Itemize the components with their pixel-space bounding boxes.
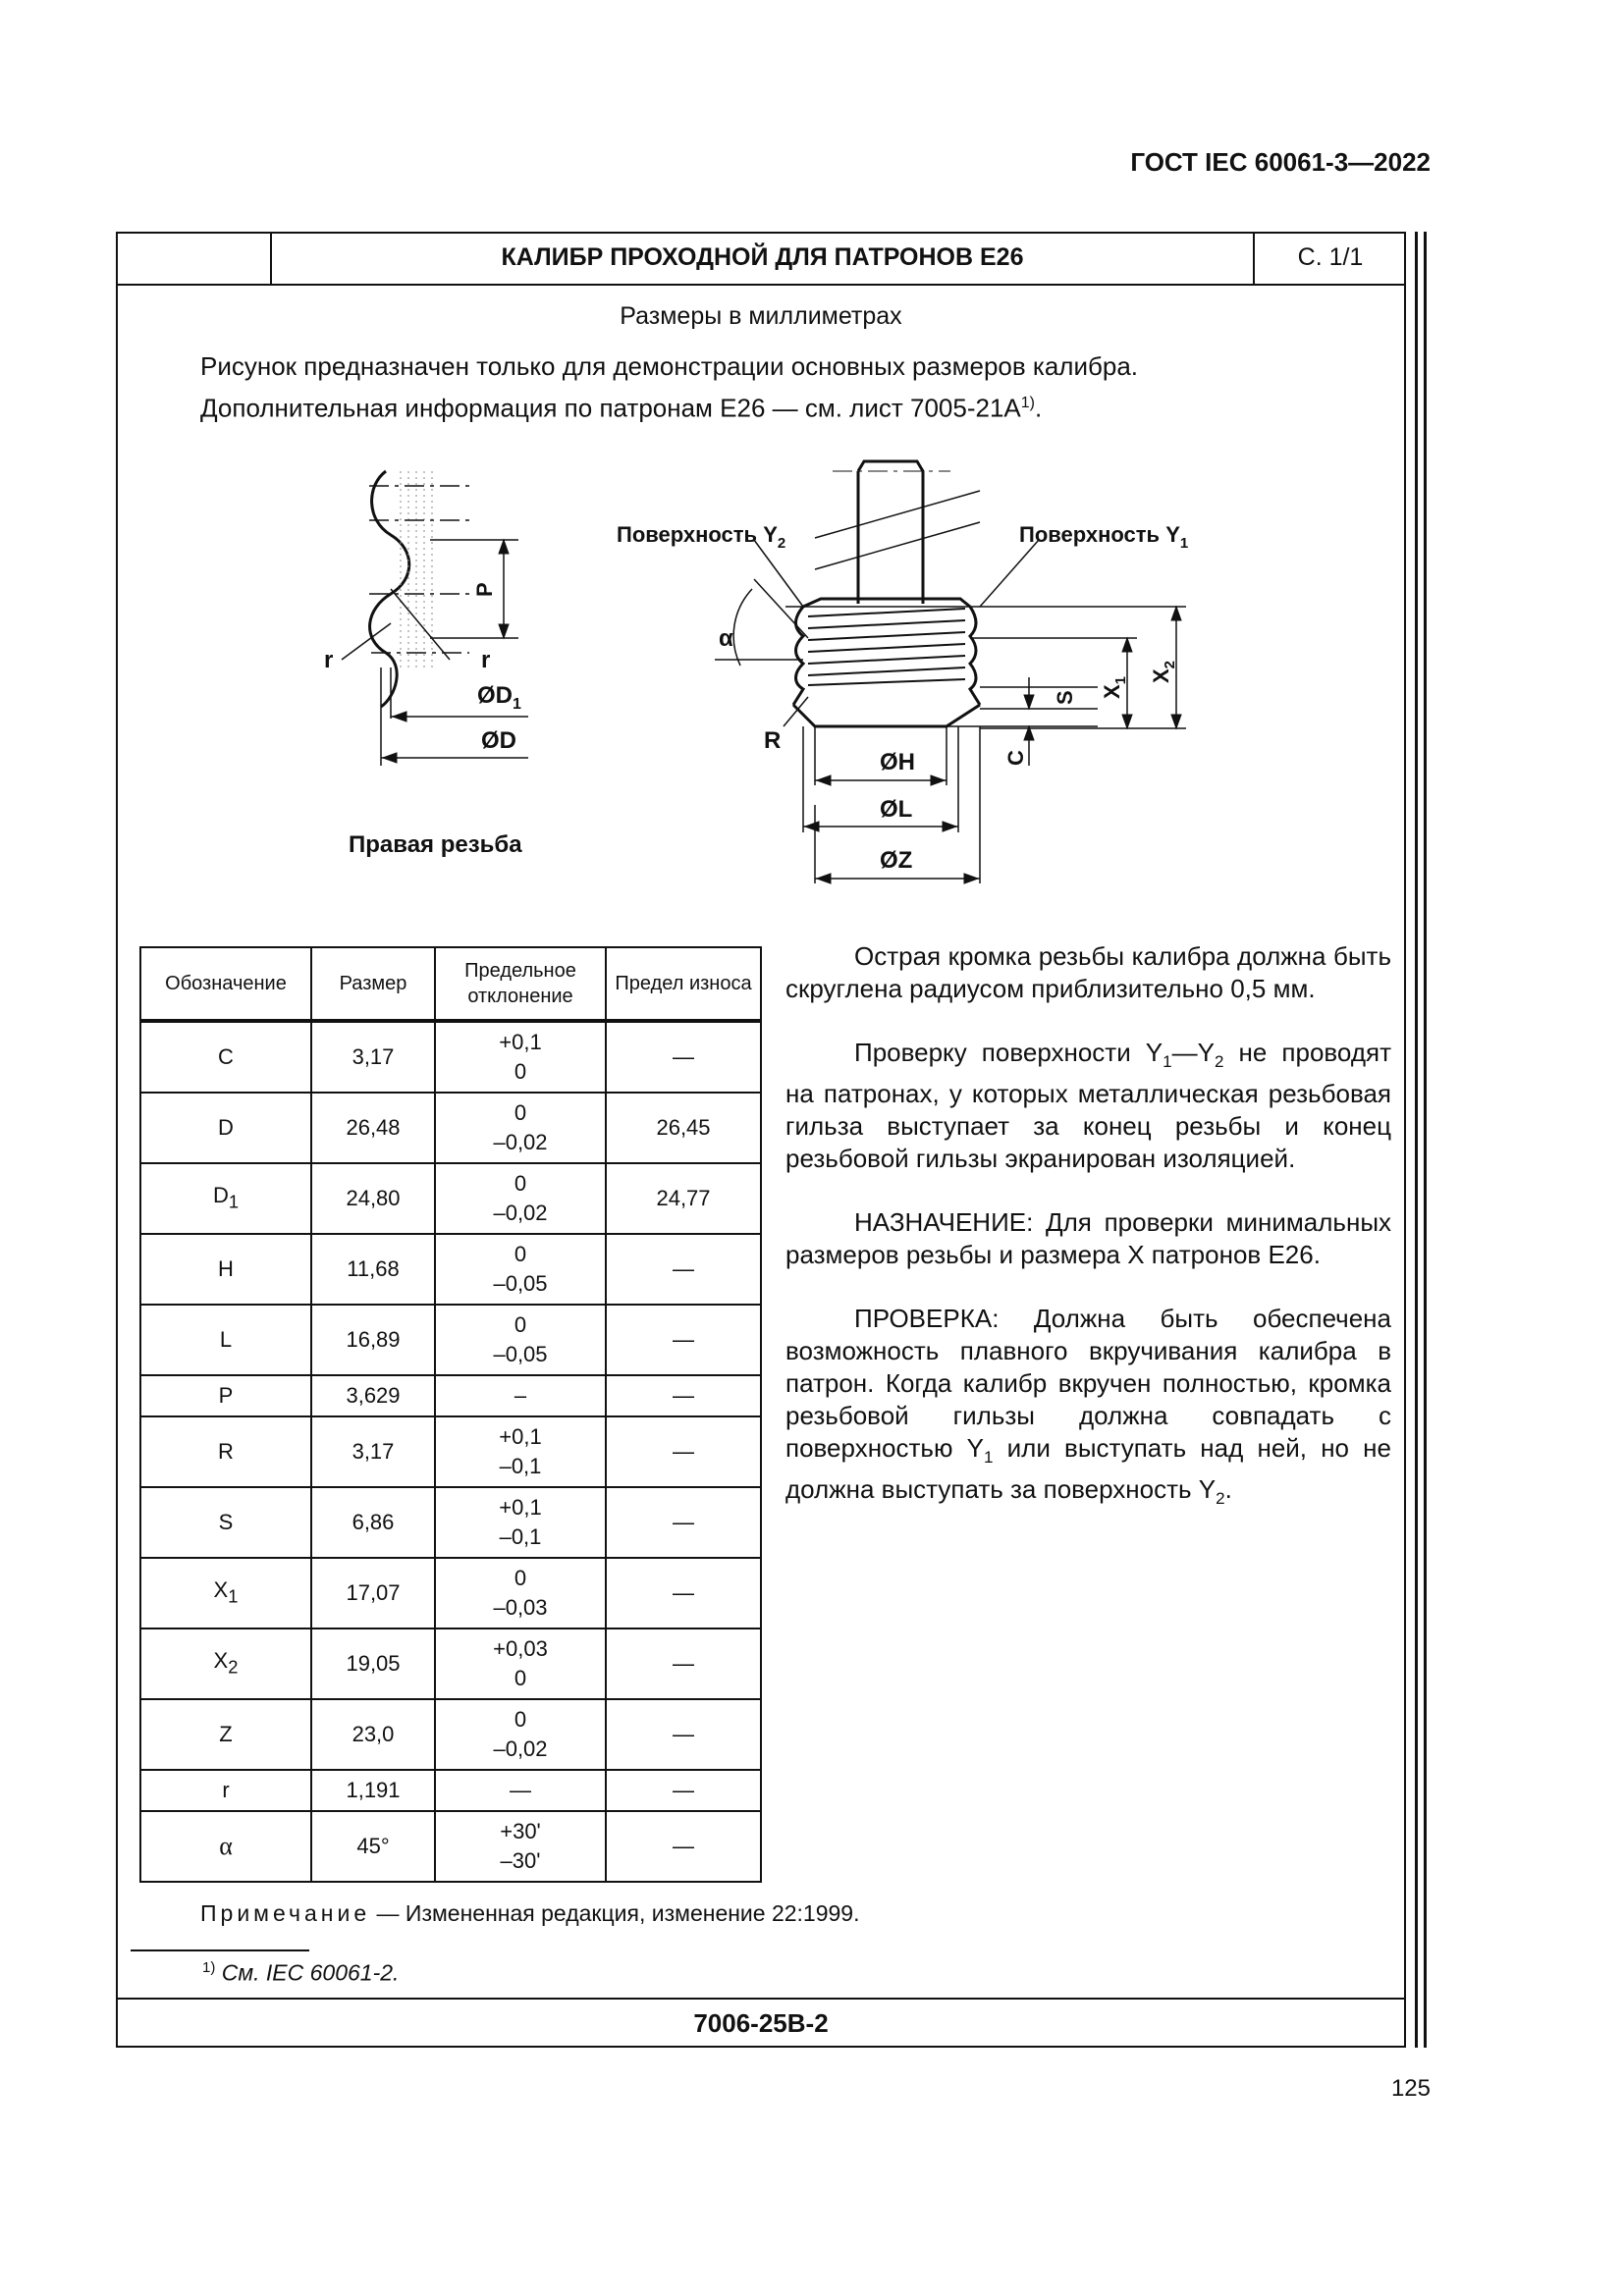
cell-designation: Z [140,1699,311,1770]
cell-size: 17,07 [311,1558,435,1629]
cell-deviation: +30' –30' [435,1811,606,1882]
cell-size: 19,05 [311,1629,435,1699]
table-row [140,1093,761,1163]
cell-wear-limit: — [606,1305,761,1375]
requirements-text [785,940,1391,1516]
document-code: ГОСТ IEC 60061-3—2022 [1130,147,1431,177]
cell-wear-limit: — [606,1487,761,1558]
label-p: P [472,582,497,597]
cell-designation: S [140,1487,311,1558]
cell-wear-limit: — [606,1558,761,1629]
table-row [140,1163,761,1234]
label-x2: $X_2$ [1149,660,1178,683]
thread-caption: Правая резьба [349,831,522,858]
header-deviation: Предельное отклонение [435,947,606,1021]
label-s: S [1053,690,1077,705]
label-surface-y1: Поверхность $Y_1$ [1019,522,1189,552]
table-row [140,1558,761,1629]
cell-size: 16,89 [311,1305,435,1375]
gauge-drawings [116,432,1406,903]
cell-size: 6,86 [311,1487,435,1558]
header-size: Размер [311,947,435,1021]
cell-deviation: +0,1 –0,1 [435,1487,606,1558]
table-row [140,1487,761,1558]
title-divider [116,284,1406,286]
paragraph-surface-check: Проверку поверхности $Y_1—Y_2$ не проводят на патронах, у которых металлическая резьбовая гильза выступает за конец резьбы и конец резьбовой гильзы экранирован изоляцией. [785,1038,1391,1174]
cell-wear-limit: — [606,1416,761,1487]
frame-double-line [1424,232,1427,2048]
cell-wear-limit: 24,77 [606,1163,761,1234]
label-r-left: r [324,647,334,673]
cell-deviation: +0,1 –0,1 [435,1416,606,1487]
cell-designation: $D_1$ [140,1163,311,1234]
cell-size: 26,48 [311,1093,435,1163]
paragraph-check: ПРОВЕРКА: Должна быть обеспечена возможность плавного вкручивания калибра в патрон. Когда калибр вкручен полностью, кромка резьбовой гильзы должна совпадать с поверхностью $Y_1$ или выступать над ней, но не должна выступать за поверхность $Y_2$. [785,1304,1392,1509]
cell-designation: C [140,1021,311,1093]
table-body [140,1021,761,1882]
header-designation: Обозначение [140,947,311,1021]
cell-deviation: 0 –0,05 [435,1305,606,1375]
sheet-number: 7006-25B-2 [693,2008,829,2038]
table-row [140,1375,761,1416]
table-row [140,1021,761,1093]
frame-double-line [1415,232,1418,2048]
cell-wear-limit: — [606,1234,761,1305]
cell-deviation: 0 –0,02 [435,1163,606,1234]
table-row [140,1811,761,1882]
cell-size: 11,68 [311,1234,435,1305]
cell-deviation: — [435,1770,606,1811]
sheet-page-indicator: С. 1/1 [1297,243,1364,271]
cell-designation: R [140,1416,311,1487]
label-alpha: α [719,625,733,652]
page-number: 125 [1390,2075,1431,2102]
cell-size: 24,80 [311,1163,435,1234]
table-header-row [140,947,761,1021]
label-r-right: r [481,647,491,673]
label-r: R [764,727,782,754]
label-d: ØD [481,727,516,754]
cell-designation: H [140,1234,311,1305]
cell-size: 45° [311,1811,435,1882]
paragraph-purpose: НАЗНАЧЕНИЕ: Для проверки минимальных размеров резьбы и размера X патронов E26. [785,1207,1391,1270]
cell-size: 3,17 [311,1416,435,1487]
cell-deviation: +0,1 0 [435,1021,606,1093]
cell-wear-limit: — [606,1699,761,1770]
label-l: ØL [880,796,913,823]
cell-deviation: 0 –0,05 [435,1234,606,1305]
units-note: Размеры в миллиметрах [620,302,902,330]
header-wear-limit: Предел износа [606,947,761,1021]
cell-deviation: – [435,1375,606,1416]
intro-line-2: Дополнительная информация по патронам E26 — см. лист $7005-21A^{1)}$. [200,393,1043,423]
paragraph-edge: Острая кромка резьбы калибра должна быть скруглена радиусом приблизительно 0,5 мм. [785,941,1391,1003]
cell-designation: $X_1$ [140,1558,311,1629]
cell-wear-limit: — [606,1770,761,1811]
cell-designation: P [140,1375,311,1416]
cell-size: 23,0 [311,1699,435,1770]
table-row [140,1305,761,1375]
label-h: ØH [880,749,915,775]
table-row [140,1234,761,1305]
sheet-title: КАЛИБР ПРОХОДНОЙ ДЛЯ ПАТРОНОВ E26 [501,243,1024,271]
label-z: ØZ [880,847,913,874]
table-row [140,1416,761,1487]
cell-deviation: 0 –0,02 [435,1699,606,1770]
cell-wear-limit: — [606,1375,761,1416]
cell-designation: $X_2$ [140,1629,311,1699]
footnote-rule [131,1949,309,1951]
footnote: $^{1)}$ См. IEC 60061-2. [202,1959,400,1986]
cell-wear-limit: — [606,1811,761,1882]
cell-wear-limit: 26,45 [606,1093,761,1163]
table-row [140,1629,761,1699]
thread-profile-drawing [324,471,528,858]
table-row [140,1699,761,1770]
cell-designation: L [140,1305,311,1375]
cell-wear-limit: — [606,1021,761,1093]
cell-designation: D [140,1093,311,1163]
cell-deviation: 0 –0,02 [435,1093,606,1163]
footnote-mark: 1) [1020,395,1036,411]
cell-size: 1,191 [311,1770,435,1811]
label-x1: $X_1$ [1100,675,1129,699]
label-d1: $ØD_1$ [477,682,521,713]
revision-note: Примечание — Измененная редакция, изменение 22:1999. [200,1900,860,1926]
label-c: C [1003,750,1028,766]
cell-designation: α [140,1811,311,1882]
intro-line-1: Рисунок предназначен только для демонстрации основных размеров калибра. [200,351,1139,381]
cell-wear-limit: — [606,1629,761,1699]
gauge-drawing [617,461,1188,883]
cell-deviation: 0 –0,03 [435,1558,606,1629]
table-row [140,1770,761,1811]
cell-size: 3,17 [311,1021,435,1093]
cell-designation: r [140,1770,311,1811]
cell-deviation: +0,03 0 [435,1629,606,1699]
intro-text [200,348,1280,427]
cell-size: 3,629 [311,1375,435,1416]
label-surface-y2: Поверхность $Y_2$ [617,522,786,552]
dimensions-table [139,946,762,1883]
